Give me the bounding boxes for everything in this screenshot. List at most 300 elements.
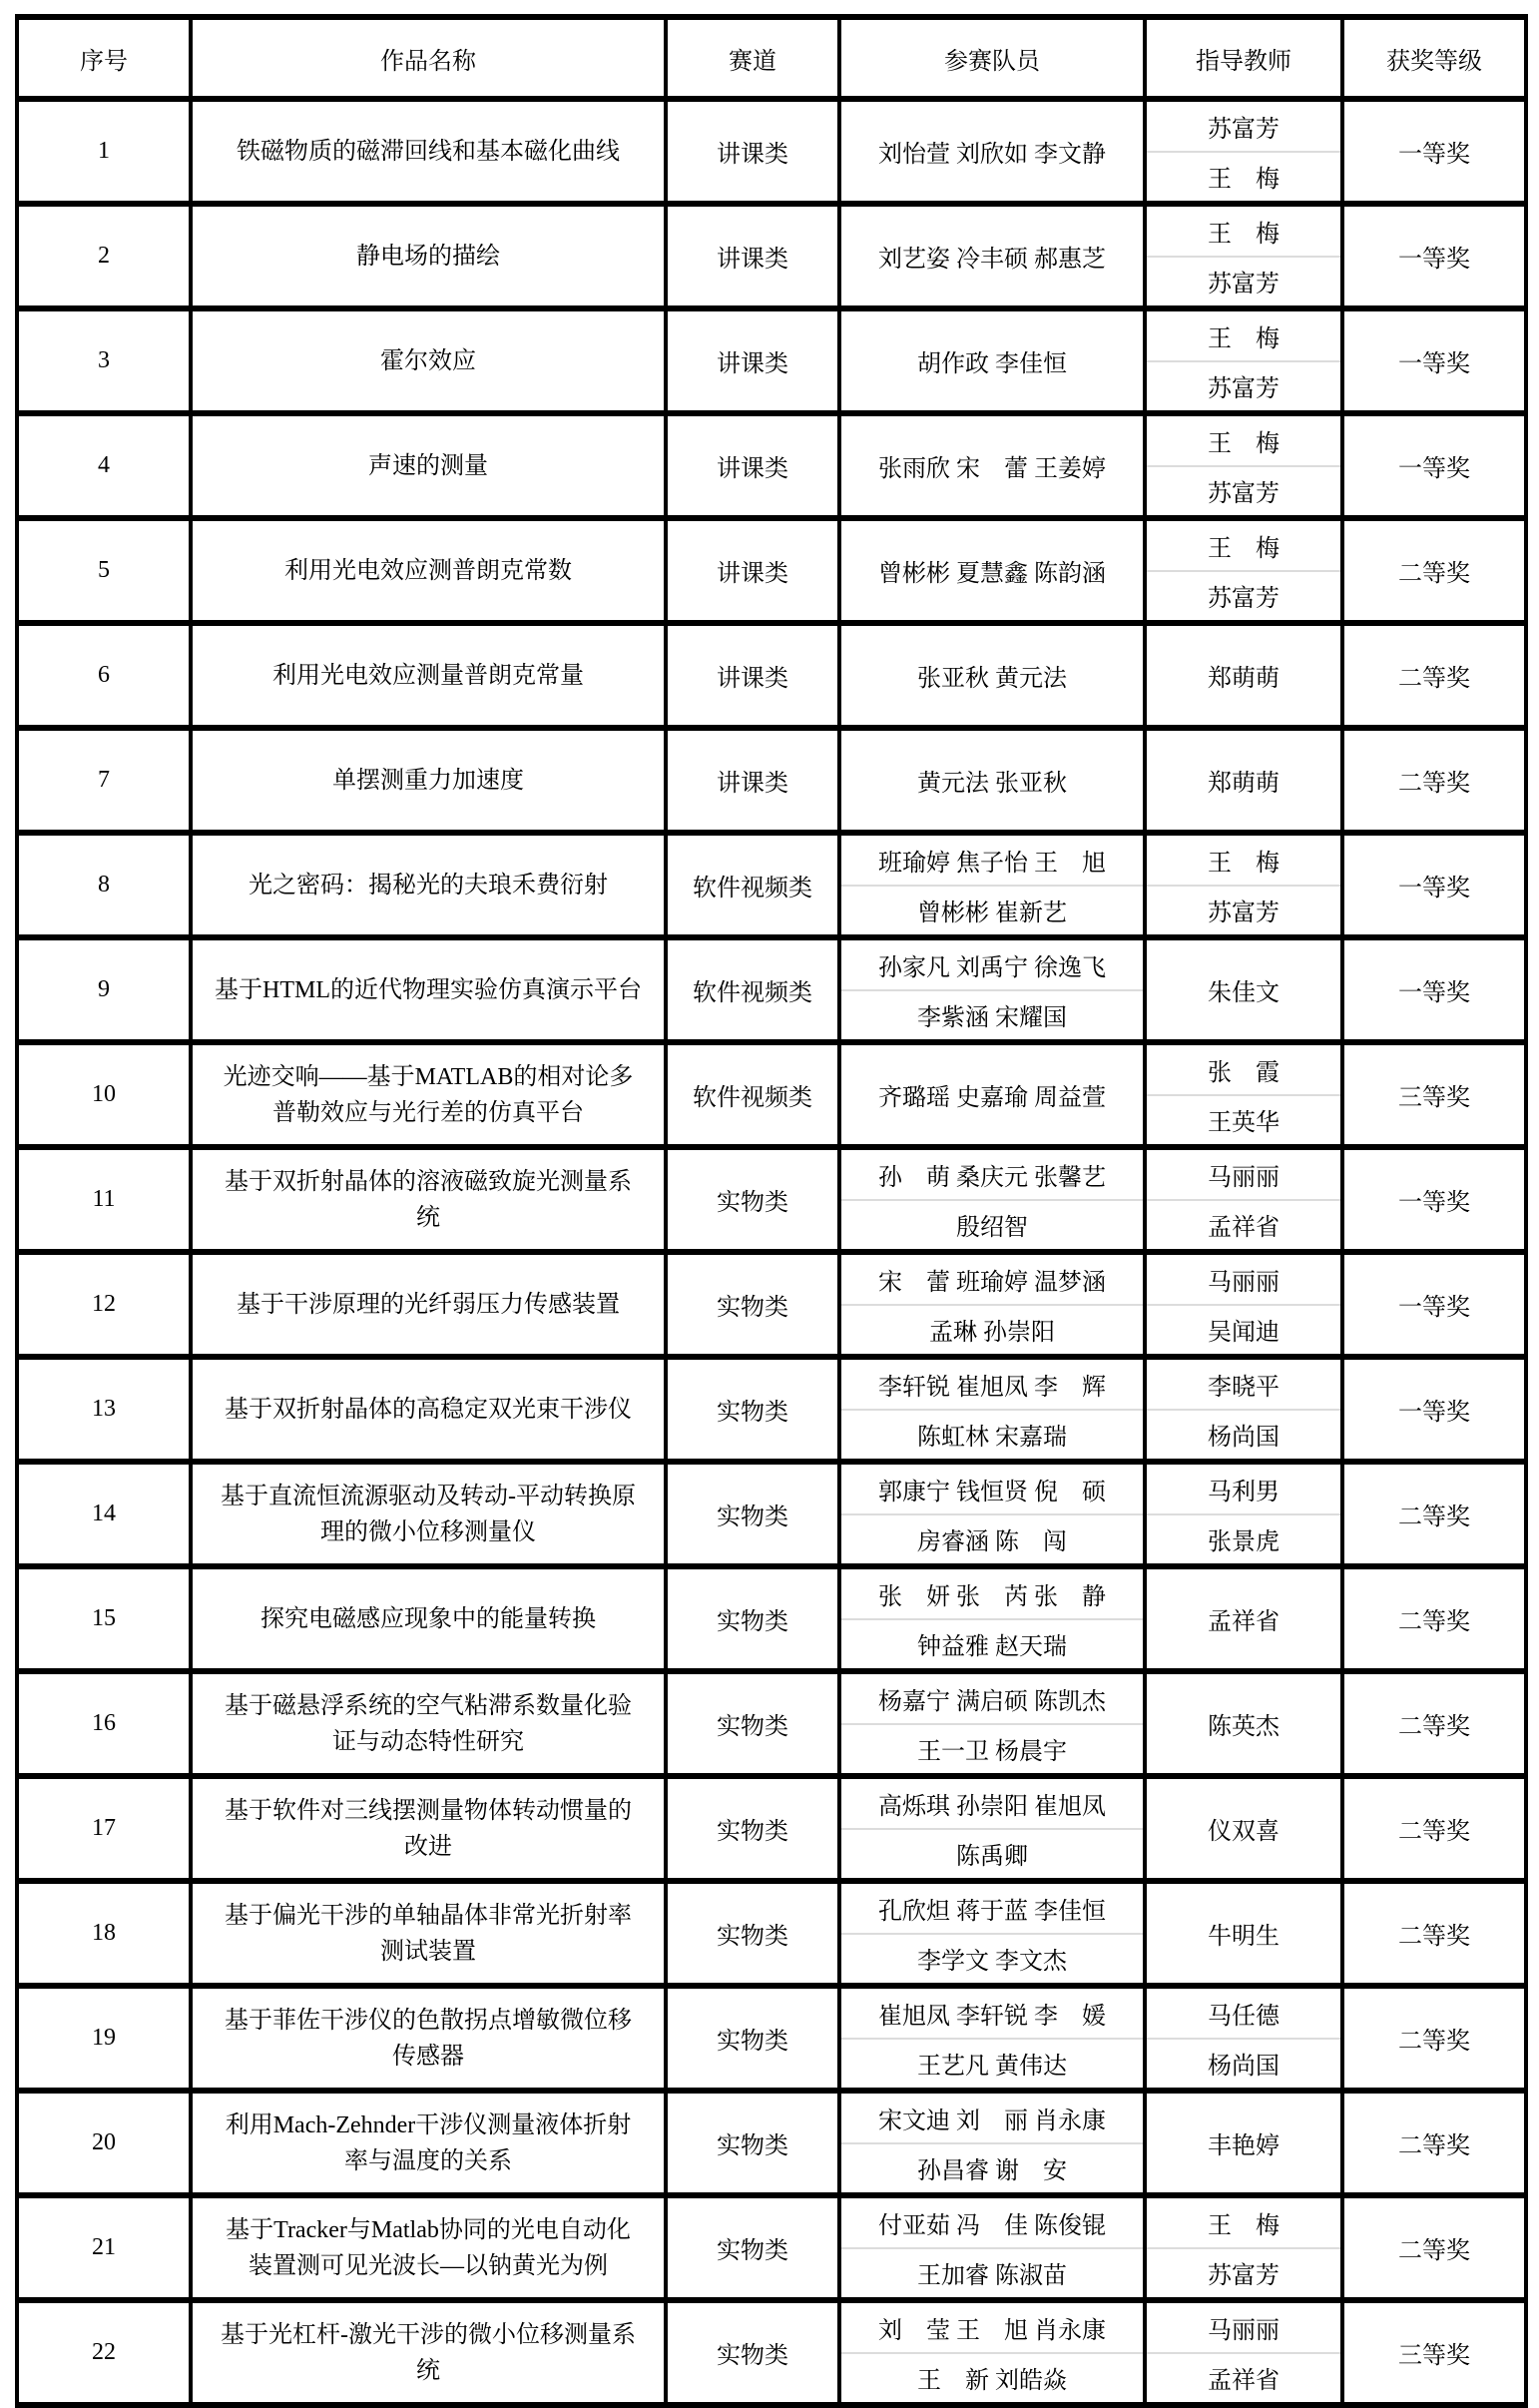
advisor-line: 苏富芳 xyxy=(1208,272,1280,299)
award-level: 二等奖 xyxy=(1398,1924,1470,1950)
advisors-stack xyxy=(1147,1779,1340,1878)
team-members-stack xyxy=(841,1989,1143,2088)
advisors-cell xyxy=(1145,413,1342,518)
award-level-cell xyxy=(1342,1357,1526,1462)
team-members-line: 付亚茹 冯 佳 陈俊锟 xyxy=(878,2212,1106,2239)
track-label: 实物类 xyxy=(717,2029,788,2055)
row-number: 7 xyxy=(98,767,110,793)
advisor-line: 马丽丽 xyxy=(1208,2317,1280,2344)
column-header-members: 参赛队员 xyxy=(839,17,1145,99)
team-members-cell xyxy=(839,1776,1145,1881)
team-members-stack xyxy=(841,1674,1143,1773)
award-level-cell xyxy=(1342,1042,1526,1147)
advisors-cell xyxy=(1145,937,1342,1042)
row-number: 12 xyxy=(92,1291,116,1317)
advisors-cell xyxy=(1145,1252,1342,1357)
row-number-cell xyxy=(17,2195,191,2300)
team-members-stack xyxy=(841,102,1143,201)
table-row xyxy=(17,518,1526,623)
work-title: 霍尔效应 xyxy=(380,347,476,374)
work-title-cell xyxy=(191,1252,666,1357)
team-members-line: 刘艺姿 冷丰硕 郝惠芝 xyxy=(878,247,1106,273)
award-level: 二等奖 xyxy=(1398,2029,1470,2055)
work-title-cell xyxy=(191,1986,666,2091)
track-label: 软件视频类 xyxy=(693,876,812,902)
track-label: 讲课类 xyxy=(717,247,788,273)
advisors-cell xyxy=(1145,2195,1342,2300)
track-label-cell xyxy=(666,1776,839,1881)
track-label-cell xyxy=(666,1671,839,1776)
team-members-line: 张 妍 张 芮 张 静 xyxy=(878,1583,1106,1610)
award-level: 二等奖 xyxy=(1398,2133,1470,2159)
award-level: 二等奖 xyxy=(1398,1819,1470,1845)
team-members-cell xyxy=(839,204,1145,308)
track-label: 讲课类 xyxy=(717,456,788,482)
row-number-cell xyxy=(17,2300,191,2405)
team-members-stack xyxy=(841,2198,1143,2297)
team-members-cell xyxy=(839,1357,1145,1462)
work-title: 铁磁物质的磁滞回线和基本磁化曲线 xyxy=(237,138,620,165)
track-label-cell xyxy=(666,99,839,204)
work-title-cell xyxy=(191,1566,666,1671)
track-label-cell xyxy=(666,308,839,413)
team-members-line: 黄元法 张亚秋 xyxy=(917,771,1067,797)
row-number: 4 xyxy=(98,452,110,478)
advisor-line: 王 梅 xyxy=(1208,2212,1280,2239)
track-label: 实物类 xyxy=(717,2343,788,2369)
award-level: 一等奖 xyxy=(1398,1190,1470,1216)
table-row xyxy=(17,1147,1526,1252)
advisor-line: 杨尚国 xyxy=(1208,2054,1280,2081)
team-members-cell xyxy=(839,1566,1145,1671)
awards-table xyxy=(15,14,1528,2408)
work-title: 基于光杠杆-激光干涉的微小位移测量系统 xyxy=(221,2321,636,2384)
advisor-line: 马丽丽 xyxy=(1208,1164,1280,1191)
row-number: 3 xyxy=(98,347,110,373)
award-level: 一等奖 xyxy=(1398,1295,1470,1321)
work-title: 声速的测量 xyxy=(368,452,488,479)
team-members-line: 王加睿 陈淑苗 xyxy=(917,2263,1067,2290)
advisors-stack xyxy=(1147,1045,1340,1144)
team-members-line: 李学文 李文杰 xyxy=(917,1949,1067,1976)
team-members-line: 王 新 刘皓焱 xyxy=(917,2368,1067,2395)
row-number: 6 xyxy=(98,662,110,688)
advisor-line: 郑萌萌 xyxy=(1208,666,1280,692)
advisor-line: 牛明生 xyxy=(1208,1924,1280,1950)
table-row xyxy=(17,833,1526,937)
row-number: 1 xyxy=(98,138,110,164)
award-level: 二等奖 xyxy=(1398,1505,1470,1530)
team-members-cell xyxy=(839,518,1145,623)
team-members-line: 王一卫 杨晨宇 xyxy=(917,1739,1067,1766)
team-members-cell xyxy=(839,937,1145,1042)
work-title-cell xyxy=(191,1147,666,1252)
advisors-stack xyxy=(1147,1465,1340,1563)
advisors-cell xyxy=(1145,518,1342,623)
advisor-line: 吴闻迪 xyxy=(1208,1320,1280,1347)
work-title: 基于双折射晶体的高稳定双光束干涉仪 xyxy=(225,1396,632,1423)
advisors-stack xyxy=(1147,940,1340,1039)
work-title: 探究电磁感应现象中的能量转换 xyxy=(260,1605,596,1632)
team-members-cell xyxy=(839,1671,1145,1776)
work-title-cell xyxy=(191,1881,666,1986)
row-number: 18 xyxy=(92,1920,116,1946)
row-number-cell xyxy=(17,1042,191,1147)
award-level: 一等奖 xyxy=(1398,876,1470,902)
track-label: 实物类 xyxy=(717,1505,788,1530)
award-level-cell xyxy=(1342,833,1526,937)
track-label-cell xyxy=(666,623,839,728)
advisors-cell xyxy=(1145,623,1342,728)
advisor-line: 杨尚国 xyxy=(1208,1425,1280,1452)
team-members-line: 刘怡萱 刘欣如 李文静 xyxy=(878,142,1106,168)
advisors-stack xyxy=(1147,2303,1340,2402)
row-number: 20 xyxy=(92,2129,116,2155)
column-header-no: 序号 xyxy=(17,17,191,99)
team-members-stack xyxy=(841,1569,1143,1668)
award-level: 二等奖 xyxy=(1398,2238,1470,2264)
team-members-line: 胡作政 李佳恒 xyxy=(917,351,1067,377)
team-members-line: 陈虹林 宋嘉瑞 xyxy=(917,1425,1067,1452)
track-label-cell xyxy=(666,2091,839,2195)
track-label-cell xyxy=(666,1042,839,1147)
award-level-cell xyxy=(1342,1986,1526,2091)
advisors-cell xyxy=(1145,1986,1342,2091)
team-members-stack xyxy=(841,1884,1143,1983)
row-number: 16 xyxy=(92,1710,116,1736)
team-members-cell xyxy=(839,2091,1145,2195)
advisor-line: 李晓平 xyxy=(1208,1374,1280,1401)
advisor-line: 王 梅 xyxy=(1208,430,1280,457)
table-row xyxy=(17,204,1526,308)
team-members-cell xyxy=(839,2300,1145,2405)
work-title: 利用光电效应测量普朗克常量 xyxy=(272,662,584,689)
team-members-stack xyxy=(841,207,1143,305)
advisors-stack xyxy=(1147,521,1340,620)
advisor-line: 苏富芳 xyxy=(1208,2263,1280,2290)
work-title: 利用光电效应测普朗克常数 xyxy=(284,557,572,584)
team-members-cell xyxy=(839,728,1145,833)
advisors-cell xyxy=(1145,2300,1342,2405)
work-title: 基于磁悬浮系统的空气粘滞系数量化验证与动态特性研究 xyxy=(225,1692,632,1755)
work-title: 静电场的描绘 xyxy=(356,243,500,270)
row-number: 14 xyxy=(92,1501,116,1526)
advisors-cell xyxy=(1145,1776,1342,1881)
award-level-cell xyxy=(1342,204,1526,308)
award-level-cell xyxy=(1342,413,1526,518)
table-row xyxy=(17,308,1526,413)
row-number-cell xyxy=(17,1986,191,2091)
award-level: 一等奖 xyxy=(1398,247,1470,273)
work-title-cell xyxy=(191,99,666,204)
advisors-cell xyxy=(1145,1357,1342,1462)
advisor-line: 王 梅 xyxy=(1208,850,1280,877)
table-row xyxy=(17,1042,1526,1147)
table-row xyxy=(17,413,1526,518)
award-level: 一等奖 xyxy=(1398,1400,1470,1426)
work-title: 基于双折射晶体的溶液磁致旋光测量系统 xyxy=(225,1168,632,1231)
team-members-line: 李轩锐 崔旭凤 李 辉 xyxy=(878,1374,1106,1401)
work-title: 基于菲佐干涉仪的色散拐点增敏微位移传感器 xyxy=(225,2007,632,2070)
advisors-cell xyxy=(1145,99,1342,204)
advisor-line: 苏富芳 xyxy=(1208,116,1280,143)
row-number-cell xyxy=(17,2091,191,2195)
award-level-cell xyxy=(1342,1147,1526,1252)
row-number-cell xyxy=(17,1566,191,1671)
advisor-line: 张景虎 xyxy=(1208,1529,1280,1556)
track-label: 实物类 xyxy=(717,1400,788,1426)
advisor-line: 张 霞 xyxy=(1208,1059,1280,1086)
team-members-cell xyxy=(839,308,1145,413)
row-number-cell xyxy=(17,204,191,308)
table-row xyxy=(17,1776,1526,1881)
row-number: 8 xyxy=(98,872,110,898)
team-members-line: 孟琳 孙崇阳 xyxy=(929,1320,1055,1347)
advisor-line: 王英华 xyxy=(1208,1110,1280,1137)
track-label: 讲课类 xyxy=(717,771,788,797)
track-label: 实物类 xyxy=(717,1924,788,1950)
award-level-cell xyxy=(1342,1566,1526,1671)
advisor-line: 王 梅 xyxy=(1208,535,1280,562)
advisors-stack xyxy=(1147,311,1340,410)
advisors-cell xyxy=(1145,1147,1342,1252)
team-members-stack xyxy=(841,626,1143,725)
award-level-cell xyxy=(1342,1881,1526,1986)
row-number-cell xyxy=(17,1881,191,1986)
work-title: 光迹交响——基于MATLAB的相对论多普勒效应与光行差的仿真平台 xyxy=(223,1063,634,1126)
advisors-stack xyxy=(1147,1255,1340,1354)
team-members-cell xyxy=(839,1042,1145,1147)
team-members-stack xyxy=(841,731,1143,830)
advisors-stack xyxy=(1147,1150,1340,1249)
row-number-cell xyxy=(17,99,191,204)
team-members-line: 孙昌睿 谢 安 xyxy=(917,2158,1067,2185)
advisor-line: 苏富芳 xyxy=(1208,481,1280,508)
row-number: 11 xyxy=(92,1186,116,1212)
advisors-stack xyxy=(1147,1569,1340,1668)
advisor-line: 苏富芳 xyxy=(1208,586,1280,613)
award-level: 一等奖 xyxy=(1398,351,1470,377)
table-row xyxy=(17,1252,1526,1357)
advisors-cell xyxy=(1145,2091,1342,2195)
award-level-cell xyxy=(1342,1776,1526,1881)
table-row xyxy=(17,1462,1526,1566)
row-number: 9 xyxy=(98,976,110,1002)
track-label: 实物类 xyxy=(717,2133,788,2159)
award-level: 二等奖 xyxy=(1398,1609,1470,1635)
advisor-line: 马丽丽 xyxy=(1208,1269,1280,1296)
work-title: 基于干涉原理的光纤弱压力传感装置 xyxy=(237,1291,620,1318)
team-members-cell xyxy=(839,1986,1145,2091)
award-level: 三等奖 xyxy=(1398,2343,1470,2369)
advisor-line: 王 梅 xyxy=(1208,221,1280,248)
row-number: 17 xyxy=(92,1815,116,1841)
track-label: 实物类 xyxy=(717,1190,788,1216)
track-label-cell xyxy=(666,833,839,937)
row-number: 15 xyxy=(92,1605,116,1631)
team-members-line: 宋 蕾 班瑜婷 温梦涵 xyxy=(878,1269,1106,1296)
advisor-line: 王 梅 xyxy=(1208,325,1280,352)
team-members-stack xyxy=(841,2303,1143,2402)
team-members-cell xyxy=(839,1881,1145,1986)
track-label-cell xyxy=(666,1147,839,1252)
award-level-cell xyxy=(1342,308,1526,413)
work-title: 基于软件对三线摆测量物体转动惯量的改进 xyxy=(225,1797,632,1860)
work-title: 基于HTML的近代物理实验仿真演示平台 xyxy=(215,976,642,1003)
advisors-cell xyxy=(1145,833,1342,937)
track-label-cell xyxy=(666,1252,839,1357)
row-number: 22 xyxy=(92,2339,116,2365)
row-number-cell xyxy=(17,623,191,728)
track-label-cell xyxy=(666,728,839,833)
award-level-cell xyxy=(1342,2300,1526,2405)
team-members-line: 张亚秋 黄元法 xyxy=(917,666,1067,692)
advisor-line: 孟祥省 xyxy=(1208,1215,1280,1242)
team-members-line: 李紫涵 宋耀国 xyxy=(917,1005,1067,1032)
award-level-cell xyxy=(1342,518,1526,623)
table-row xyxy=(17,2091,1526,2195)
table-row xyxy=(17,2300,1526,2405)
column-header-award: 获奖等级 xyxy=(1342,17,1526,99)
team-members-stack xyxy=(841,311,1143,410)
column-header-track: 赛道 xyxy=(666,17,839,99)
team-members-line: 陈禹卿 xyxy=(956,1844,1028,1871)
column-header-teachers: 指导教师 xyxy=(1145,17,1342,99)
track-label-cell xyxy=(666,1881,839,1986)
advisor-line: 马利男 xyxy=(1208,1479,1280,1505)
team-members-line: 钟益雅 赵天瑞 xyxy=(917,1634,1067,1661)
award-level: 二等奖 xyxy=(1398,561,1470,587)
advisor-line: 苏富芳 xyxy=(1208,376,1280,403)
team-members-line: 殷绍智 xyxy=(956,1215,1028,1242)
row-number-cell xyxy=(17,1147,191,1252)
track-label-cell xyxy=(666,1986,839,2091)
work-title-cell xyxy=(191,1357,666,1462)
row-number-cell xyxy=(17,937,191,1042)
work-title-cell xyxy=(191,1462,666,1566)
track-label-cell xyxy=(666,2195,839,2300)
track-label-cell xyxy=(666,1357,839,1462)
row-number: 10 xyxy=(92,1081,116,1107)
work-title-cell xyxy=(191,833,666,937)
team-members-stack xyxy=(841,1779,1143,1878)
work-title: 基于偏光干涉的单轴晶体非常光折射率测试装置 xyxy=(225,1902,632,1965)
advisors-stack xyxy=(1147,102,1340,201)
row-number-cell xyxy=(17,1462,191,1566)
work-title-cell xyxy=(191,1671,666,1776)
table-row xyxy=(17,1566,1526,1671)
advisor-line: 仪双喜 xyxy=(1208,1819,1280,1845)
advisor-line: 陈英杰 xyxy=(1208,1714,1280,1740)
advisors-stack xyxy=(1147,416,1340,515)
team-members-stack xyxy=(841,836,1143,934)
table-row xyxy=(17,1357,1526,1462)
table-header xyxy=(17,17,1526,99)
team-members-line: 高烁琪 孙崇阳 崔旭凤 xyxy=(878,1793,1106,1820)
work-title-cell xyxy=(191,308,666,413)
table-row xyxy=(17,623,1526,728)
track-label-cell xyxy=(666,1566,839,1671)
team-members-line: 宋文迪 刘 丽 肖永康 xyxy=(878,2107,1106,2134)
award-level-cell xyxy=(1342,99,1526,204)
award-level-cell xyxy=(1342,1462,1526,1566)
team-members-cell xyxy=(839,99,1145,204)
advisor-line: 朱佳文 xyxy=(1208,980,1280,1006)
team-members-line: 孙 萌 桑庆元 张馨艺 xyxy=(878,1164,1106,1191)
award-level-cell xyxy=(1342,1671,1526,1776)
column-header-title: 作品名称 xyxy=(191,17,666,99)
team-members-line: 刘 莹 王 旭 肖永康 xyxy=(878,2317,1106,2344)
advisors-stack xyxy=(1147,1360,1340,1459)
team-members-stack xyxy=(841,1045,1143,1144)
advisor-line: 郑萌萌 xyxy=(1208,771,1280,797)
track-label: 软件视频类 xyxy=(693,1085,812,1111)
row-number-cell xyxy=(17,413,191,518)
row-number-cell xyxy=(17,833,191,937)
row-number: 13 xyxy=(92,1396,116,1422)
team-members-line: 张雨欣 宋 蕾 王姜婷 xyxy=(878,456,1106,482)
table-body xyxy=(17,99,1526,2405)
award-level-cell xyxy=(1342,2091,1526,2195)
work-title-cell xyxy=(191,1776,666,1881)
advisors-cell xyxy=(1145,1462,1342,1566)
team-members-line: 王艺凡 黄伟达 xyxy=(917,2054,1067,2081)
advisor-line: 孟祥省 xyxy=(1208,2368,1280,2395)
track-label: 实物类 xyxy=(717,1295,788,1321)
work-title: 光之密码：揭秘光的夫琅禾费衍射 xyxy=(249,872,608,899)
team-members-line: 孔欣炟 蒋于蓝 李佳恒 xyxy=(878,1898,1106,1925)
track-label: 实物类 xyxy=(717,2238,788,2264)
award-level: 一等奖 xyxy=(1398,980,1470,1006)
team-members-stack xyxy=(841,416,1143,515)
advisors-cell xyxy=(1145,728,1342,833)
track-label-cell xyxy=(666,204,839,308)
table-row xyxy=(17,1881,1526,1986)
award-level-cell xyxy=(1342,728,1526,833)
team-members-cell xyxy=(839,1252,1145,1357)
award-level: 三等奖 xyxy=(1398,1085,1470,1111)
work-title-cell xyxy=(191,413,666,518)
row-number-cell xyxy=(17,308,191,413)
row-number-cell xyxy=(17,1357,191,1462)
work-title-cell xyxy=(191,937,666,1042)
team-members-line: 班瑜婷 焦子怡 王 旭 xyxy=(878,850,1106,877)
track-label: 软件视频类 xyxy=(693,980,812,1006)
track-label: 讲课类 xyxy=(717,142,788,168)
team-members-stack xyxy=(841,1360,1143,1459)
track-label-cell xyxy=(666,937,839,1042)
advisors-stack xyxy=(1147,731,1340,830)
header-row xyxy=(17,17,1526,99)
team-members-cell xyxy=(839,2195,1145,2300)
advisors-cell xyxy=(1145,308,1342,413)
team-members-line: 杨嘉宁 满启硕 陈凯杰 xyxy=(878,1688,1106,1715)
row-number-cell xyxy=(17,1252,191,1357)
advisors-stack xyxy=(1147,207,1340,305)
advisor-line: 马任德 xyxy=(1208,2003,1280,2030)
team-members-stack xyxy=(841,1150,1143,1249)
award-level-cell xyxy=(1342,2195,1526,2300)
advisor-line: 王 梅 xyxy=(1208,167,1280,194)
team-members-cell xyxy=(839,623,1145,728)
advisors-cell xyxy=(1145,1671,1342,1776)
team-members-line: 房睿涵 陈 闯 xyxy=(917,1529,1067,1556)
advisors-stack xyxy=(1147,836,1340,934)
row-number-cell xyxy=(17,518,191,623)
track-label-cell xyxy=(666,2300,839,2405)
advisors-stack xyxy=(1147,1674,1340,1773)
advisors-cell xyxy=(1145,1881,1342,1986)
